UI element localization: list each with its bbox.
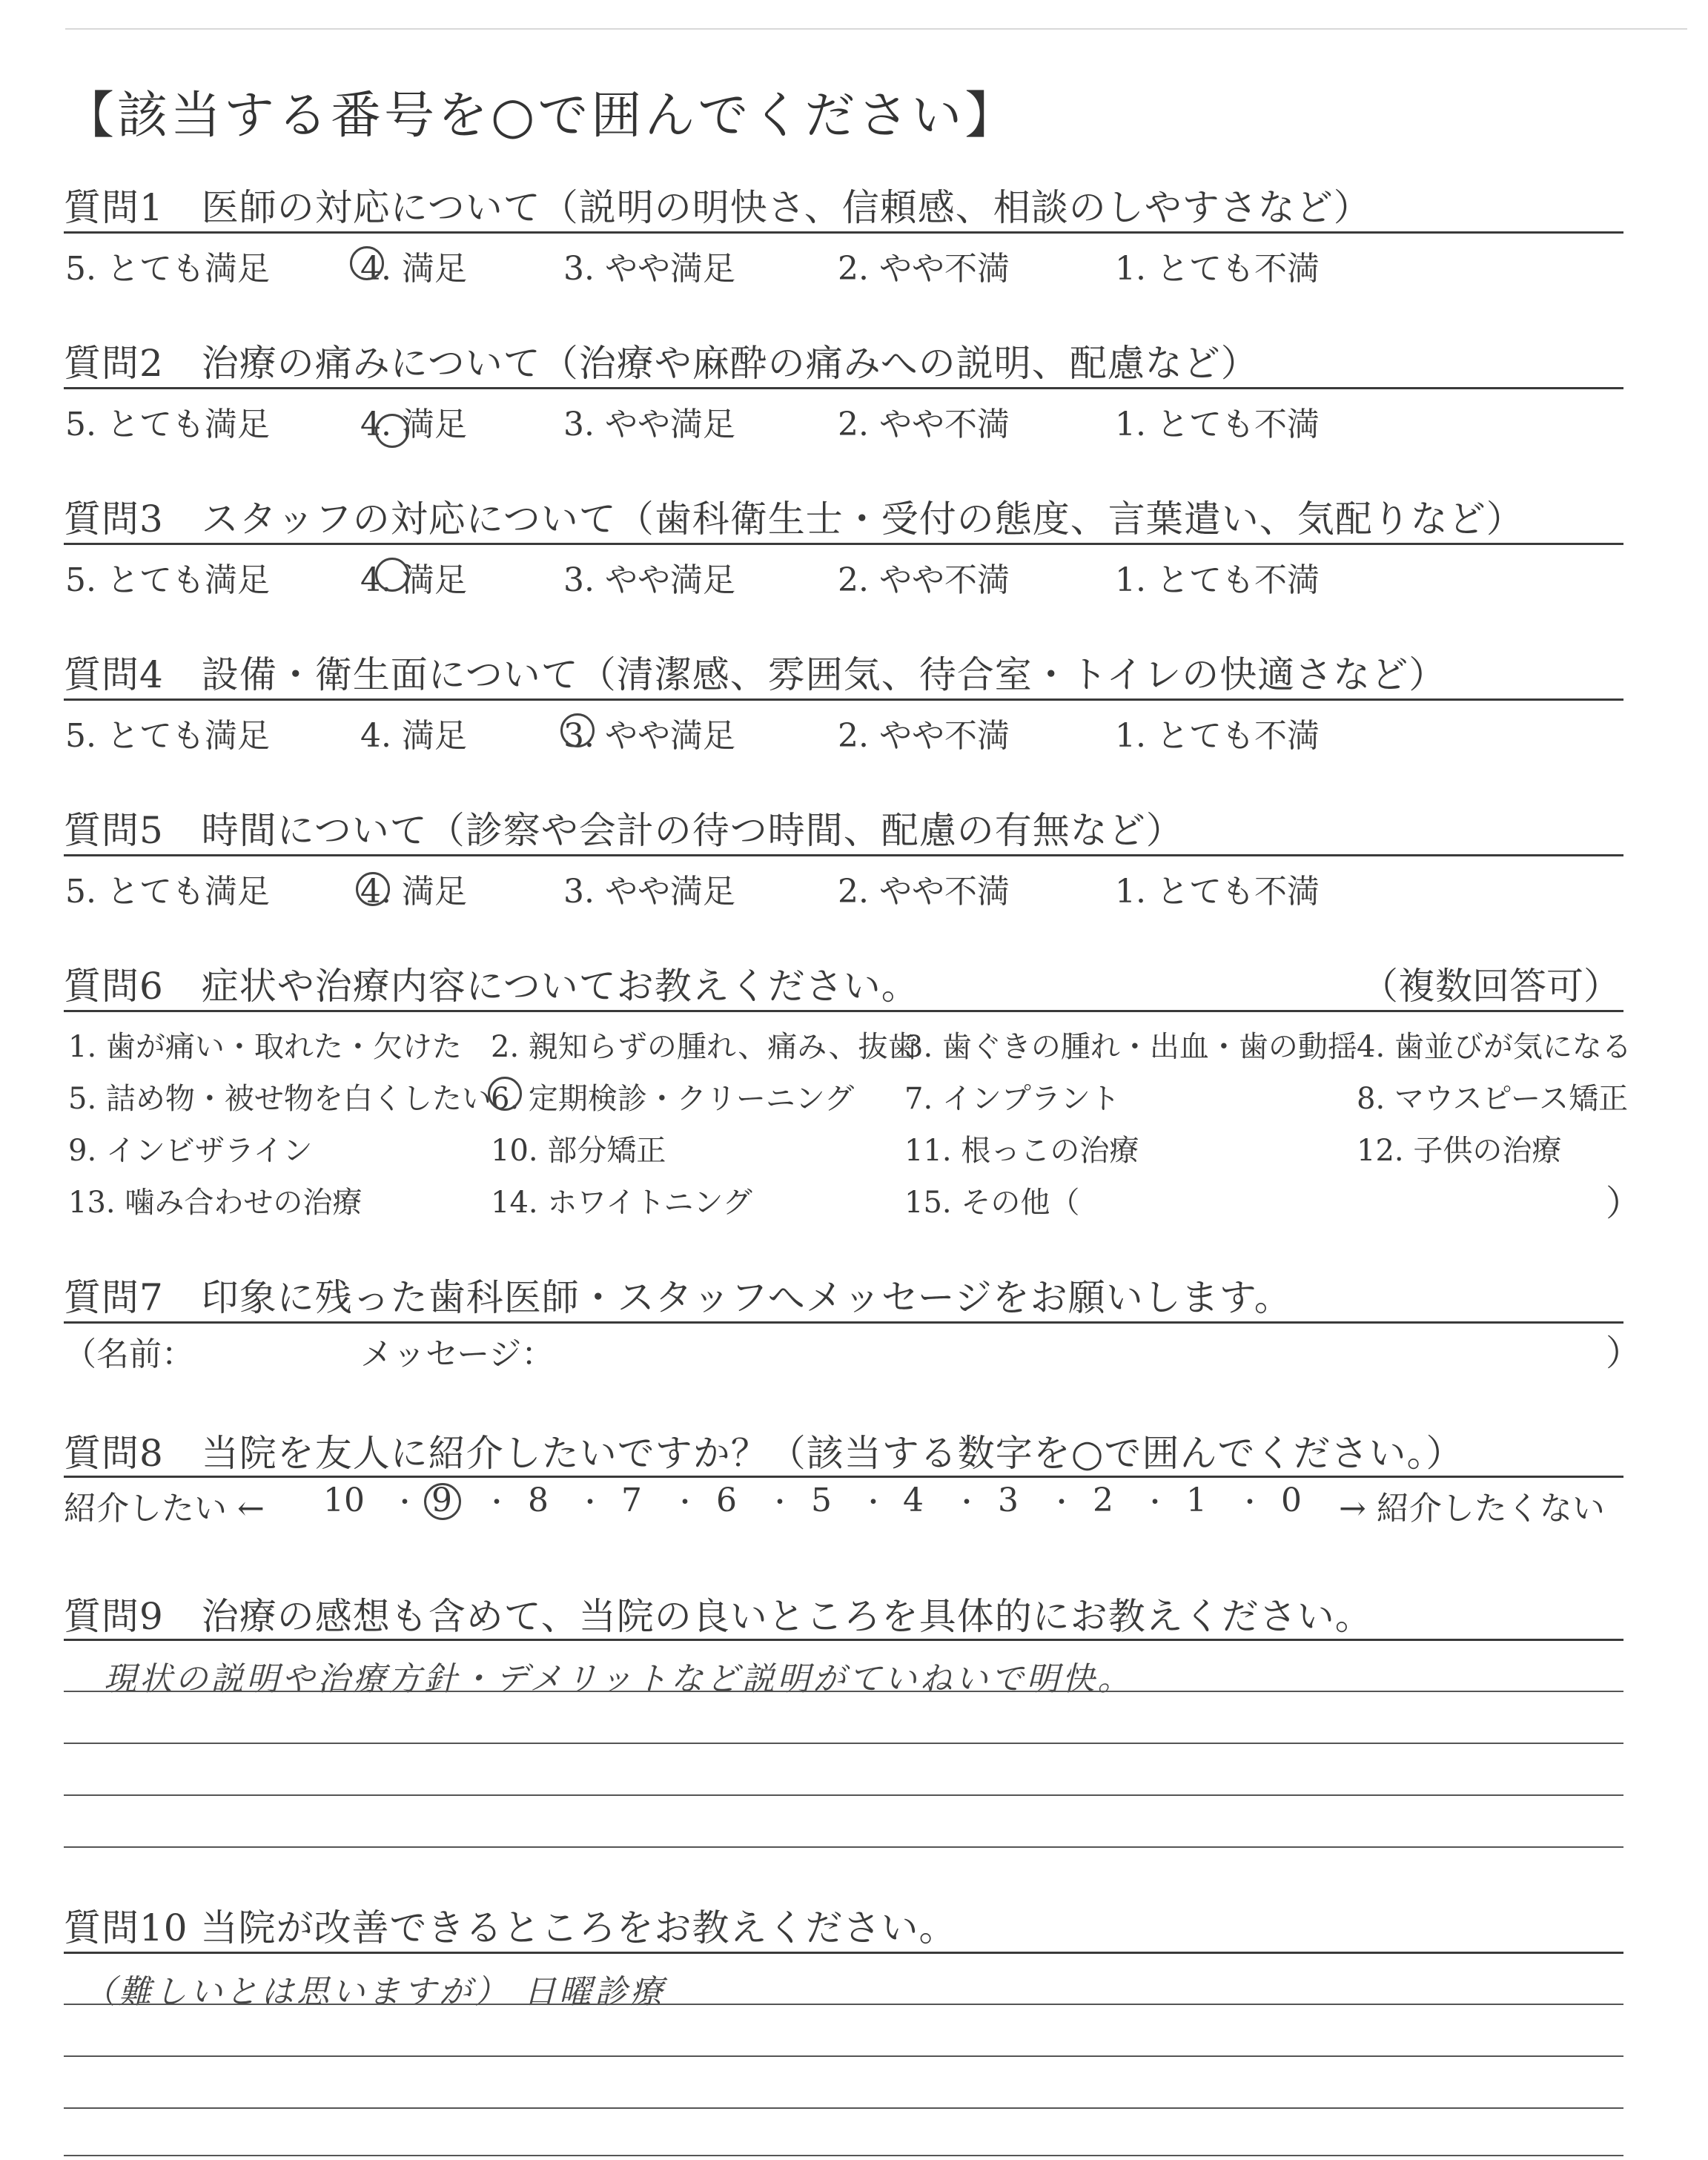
scale-3[interactable]: 3 <box>998 1482 1019 1519</box>
scale-dot: ・ <box>1048 1487 1076 1518</box>
q4-option-3[interactable] <box>563 709 735 756</box>
question-6-rule <box>64 1010 1623 1012</box>
q6-option-6[interactable] <box>491 1075 854 1117</box>
q6-option-10[interactable]: 10. 部分矯正 <box>491 1134 666 1168</box>
q2-option-5[interactable]: 5. とても満足 <box>65 406 270 443</box>
page-heading: 【該当する番号を○で囲んでください】 <box>64 87 1019 145</box>
question-4-title: 質問4 設備・衛生面について（清潔感、雰囲気、待合室・トイレの快適さなど） <box>64 653 1447 696</box>
question-3-title: 質問3 スタッフの対応について（歯科衛生士・受付の態度、言葉遣い、気配りなど） <box>64 498 1524 541</box>
q3-option-3[interactable]: 3. やや満足 <box>563 561 735 599</box>
q6-option-11[interactable]: 11. 根っこの治療 <box>904 1134 1139 1168</box>
q3-option-5[interactable]: 5. とても満足 <box>65 561 270 599</box>
q3-option-2[interactable]: 2. やや不満 <box>838 561 1010 599</box>
answer-line <box>64 1743 1623 1744</box>
answer-line <box>64 2055 1623 2057</box>
question-2-title: 質問2 治療の痛みについて（治療や麻酔の痛みへの説明、配慮など） <box>64 342 1259 385</box>
question-2-rule <box>64 387 1623 389</box>
question-9-rule <box>64 1639 1623 1641</box>
q1-option-2[interactable]: 2. やや不満 <box>838 250 1010 288</box>
scale-dot: ・ <box>1237 1487 1264 1518</box>
q6-option-1[interactable]: 1. 歯が痛い・取れた・欠けた <box>68 1030 462 1064</box>
question-8-rule <box>64 1476 1623 1478</box>
option-label: 4. 満足 <box>360 406 467 443</box>
q1-option-4[interactable] <box>360 242 467 289</box>
q6-option-9[interactable]: 9. インビザライン <box>68 1134 313 1168</box>
scale-8[interactable]: 8 <box>528 1482 549 1519</box>
q6-option-7[interactable]: 7. インプラント <box>904 1082 1120 1116</box>
selection-circle <box>488 1077 522 1111</box>
q6-option-8[interactable]: 8. マウスピース矯正 <box>1357 1082 1629 1116</box>
question-4-rule <box>64 698 1623 701</box>
q9-handwritten-answer[interactable]: 現状の説明や治療方針・デメリットなど説明がていねいで明快。 <box>104 1660 1133 1698</box>
option-label: 4. 満足 <box>360 250 467 288</box>
question-10-title: 質問10 当院が改善できるところをお教えください。 <box>64 1906 957 1949</box>
message-label: メッセージ： <box>360 1335 555 1373</box>
q6-option-14[interactable]: 14. ホワイトニング <box>491 1186 752 1220</box>
q2-option-1[interactable]: 1. とても不満 <box>1115 406 1320 443</box>
scale-1[interactable]: 1 <box>1186 1482 1207 1519</box>
question-1-rule <box>64 231 1623 234</box>
scale-7[interactable]: 7 <box>621 1482 642 1519</box>
scale-dot: ・ <box>1142 1487 1169 1518</box>
option-label: 4. 満足 <box>360 873 467 911</box>
scale-6[interactable]: 6 <box>716 1482 737 1519</box>
q6-option-15[interactable]: 15. その他（ <box>904 1186 1080 1220</box>
question-5-rule <box>64 854 1623 856</box>
scale-dot: ・ <box>391 1487 419 1518</box>
q4-option-4[interactable]: 4. 満足 <box>360 717 467 755</box>
scale-0[interactable]: 0 <box>1281 1482 1302 1519</box>
q4-option-2[interactable]: 2. やや不満 <box>838 717 1010 755</box>
question-9-title: 質問9 治療の感想も含めて、当院の良いところを具体的にお教えください。 <box>64 1595 1373 1638</box>
answer-line <box>64 2107 1623 2109</box>
q6-option-3[interactable]: 3. 歯ぐきの腫れ・出血・歯の動揺 <box>904 1030 1357 1064</box>
scale-dot: ・ <box>483 1487 511 1518</box>
q6-option-4[interactable]: 4. 歯並びが気になる <box>1357 1030 1632 1064</box>
question-10-rule <box>64 1952 1623 1954</box>
selection-circle <box>375 414 409 448</box>
q4-option-5[interactable]: 5. とても満足 <box>65 717 270 755</box>
question-3-rule <box>64 543 1623 545</box>
answer-line <box>64 2004 1623 2005</box>
question-7-rule <box>64 1321 1623 1324</box>
q3-option-4[interactable] <box>360 553 467 601</box>
q2-option-4[interactable] <box>360 397 467 445</box>
q6-option-2[interactable]: 2. 親知らずの腫れ、痛み、抜歯 <box>491 1030 918 1064</box>
selection-circle <box>375 558 409 592</box>
selection-circle <box>350 246 384 280</box>
scale-dot: ・ <box>672 1487 699 1518</box>
question-5-title: 質問5 時間について（診察や会計の待つ時間、配慮の有無など） <box>64 809 1184 852</box>
q2-option-3[interactable]: 3. やや満足 <box>563 406 735 443</box>
q6-option-12[interactable]: 12. 子供の治療 <box>1357 1134 1562 1168</box>
scale-10[interactable]: 10 <box>323 1482 365 1519</box>
selection-circle <box>356 872 390 906</box>
answer-line <box>64 1691 1623 1692</box>
q5-option-3[interactable]: 3. やや満足 <box>563 873 735 911</box>
q10-handwritten-answer[interactable]: （難しいとは思いますが） 日曜診療 <box>83 1973 666 2011</box>
q5-option-1[interactable]: 1. とても不満 <box>1115 873 1320 911</box>
q6-option-5[interactable]: 5. 詰め物・被せ物を白くしたい <box>68 1082 491 1116</box>
q3-option-1[interactable]: 1. とても不満 <box>1115 561 1320 599</box>
q7-close-paren: ） <box>1606 1332 1642 1374</box>
answer-line <box>64 1846 1623 1848</box>
selection-circle <box>560 713 595 747</box>
answer-line <box>64 1794 1623 1796</box>
q5-option-2[interactable]: 2. やや不満 <box>838 873 1010 911</box>
scale-2[interactable]: 2 <box>1093 1482 1113 1519</box>
answer-line <box>64 2155 1623 2156</box>
scale-dot: ・ <box>953 1487 981 1518</box>
q6-other-close-paren: ） <box>1606 1183 1642 1224</box>
scale-9[interactable]: 9 <box>431 1482 452 1519</box>
q1-option-1[interactable]: 1. とても不満 <box>1115 250 1320 288</box>
top-border <box>65 28 1687 30</box>
question-7-title: 質問7 印象に残った歯科医師・スタッフへメッセージをお願いします。 <box>64 1276 1292 1319</box>
scale-dot: ・ <box>860 1487 887 1518</box>
scale-dot: ・ <box>767 1487 794 1518</box>
q1-option-5[interactable]: 5. とても満足 <box>65 250 270 288</box>
q2-option-2[interactable]: 2. やや不満 <box>838 406 1010 443</box>
question-8-title: 質問8 当院を友人に紹介したいですか？（該当する数字を○で囲んでください。） <box>64 1432 1464 1475</box>
selection-circle <box>424 1483 461 1520</box>
option-label: 3. やや満足 <box>563 717 735 755</box>
q5-option-4[interactable] <box>360 865 467 912</box>
question-1-title: 質問1 医師の対応について（説明の明快さ、信頼感、相談のしやすさなど） <box>64 186 1371 229</box>
name-label: （名前： <box>64 1335 194 1373</box>
q4-option-1[interactable]: 1. とても不満 <box>1115 717 1320 755</box>
recommend-right-label: → 紹介したくない <box>1339 1490 1605 1527</box>
q1-option-3[interactable]: 3. やや満足 <box>563 250 735 288</box>
scale-5[interactable]: 5 <box>811 1482 832 1519</box>
scale-dot: ・ <box>577 1487 604 1518</box>
multiple-answers-note: （複数回答可） <box>1361 965 1621 1008</box>
recommend-left-label: 紹介したい ← <box>64 1490 265 1527</box>
q6-option-13[interactable]: 13. 噛み合わせの治療 <box>68 1186 363 1220</box>
option-label: 6. 定期検診・クリーニング <box>491 1082 855 1116</box>
q5-option-5[interactable]: 5. とても満足 <box>65 873 270 911</box>
option-label: 4. 満足 <box>360 561 467 599</box>
scale-4[interactable]: 4 <box>903 1482 924 1519</box>
question-6-title: 質問6 症状や治療内容についてお教えください。 <box>64 965 919 1008</box>
